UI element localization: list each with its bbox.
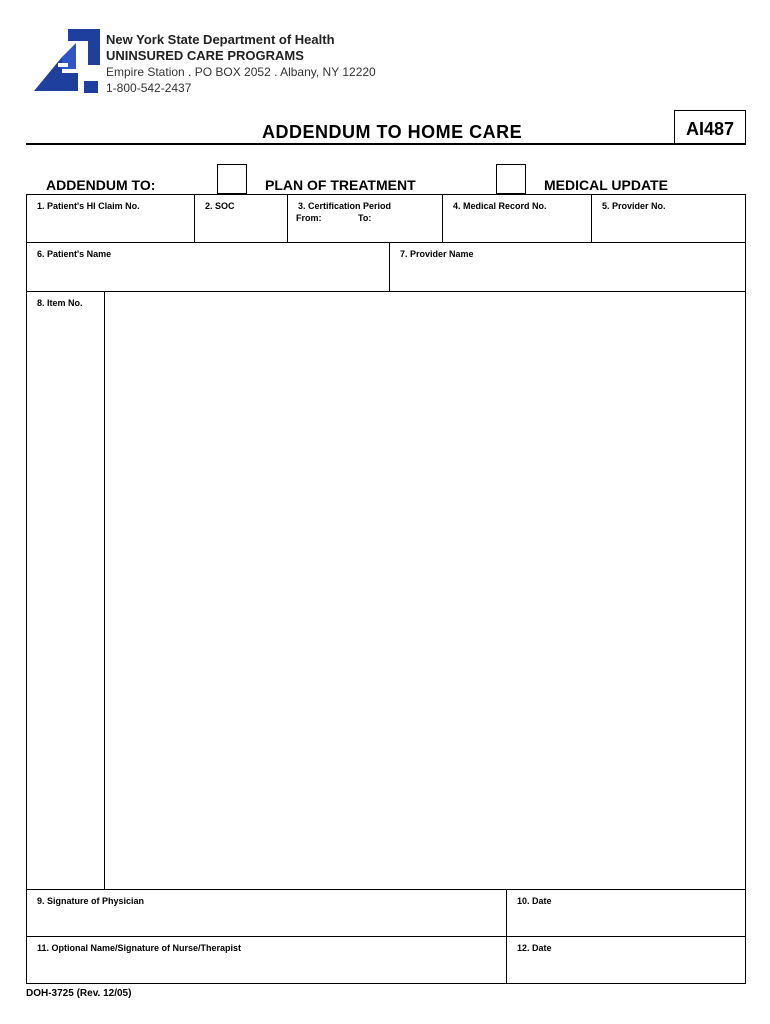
provider-no-label: 5. Provider No.	[602, 201, 666, 211]
medical-update-label: MEDICAL UPDATE	[544, 177, 668, 193]
program-name: UNINSURED CARE PROGRAMS	[106, 48, 304, 63]
nys-health-logo-icon	[34, 29, 100, 95]
cert-to-label: To:	[358, 213, 372, 223]
provider-name-field[interactable]	[390, 243, 745, 292]
plan-of-treatment-label: PLAN OF TREATMENT	[265, 177, 416, 193]
physician-signature-label: 9. Signature of Physician	[37, 896, 145, 906]
addendum-to-label: ADDENDUM TO:	[46, 177, 156, 193]
form-revision: DOH-3725 (Rev. 12/05)	[26, 988, 132, 999]
soc-label: 2. SOC	[205, 201, 235, 211]
item-no-field[interactable]	[27, 292, 105, 890]
header-divider	[26, 143, 746, 145]
nurse-signature-field[interactable]	[27, 937, 507, 983]
certification-period-label: 3. Certification Period	[298, 201, 392, 211]
item-description-area[interactable]	[105, 292, 745, 890]
form-grid	[26, 194, 746, 984]
medical-record-field[interactable]	[443, 195, 592, 243]
nurse-signature-label: 11. Optional Name/Signature of Nurse/Therapist	[37, 943, 242, 953]
agency-phone: 1-800-542-2437	[106, 81, 192, 95]
agency-address: Empire Station . PO BOX 2052 . Albany, NY 12220	[106, 65, 376, 79]
nurse-date-label: 12. Date	[517, 943, 552, 953]
hi-claim-field[interactable]	[27, 195, 195, 243]
agency-name: New York State Department of Health	[106, 32, 335, 47]
provider-no-field[interactable]	[592, 195, 745, 243]
item-no-label: 8. Item No.	[37, 298, 83, 308]
soc-field[interactable]	[195, 195, 288, 243]
medical-update-checkbox[interactable]	[496, 164, 526, 194]
plan-of-treatment-checkbox[interactable]	[217, 164, 247, 194]
physician-date-label: 10. Date	[517, 896, 552, 906]
physician-signature-field[interactable]	[27, 890, 507, 937]
certification-period-field[interactable]	[288, 195, 443, 243]
form-title: ADDENDUM TO HOME CARE	[262, 122, 523, 142]
physician-date-field[interactable]	[507, 890, 745, 937]
patient-name-field[interactable]	[27, 243, 390, 292]
provider-name-label: 7. Provider Name	[400, 249, 474, 259]
patient-name-label: 6. Patient's Name	[37, 249, 112, 259]
cert-from-label: From:	[296, 213, 322, 223]
hi-claim-label: 1. Patient's HI Claim No.	[37, 201, 140, 211]
medical-record-label: 4. Medical Record No.	[453, 201, 547, 211]
form-code: AI487	[674, 110, 746, 143]
nurse-date-field[interactable]	[507, 937, 745, 983]
agency-header	[106, 32, 376, 96]
